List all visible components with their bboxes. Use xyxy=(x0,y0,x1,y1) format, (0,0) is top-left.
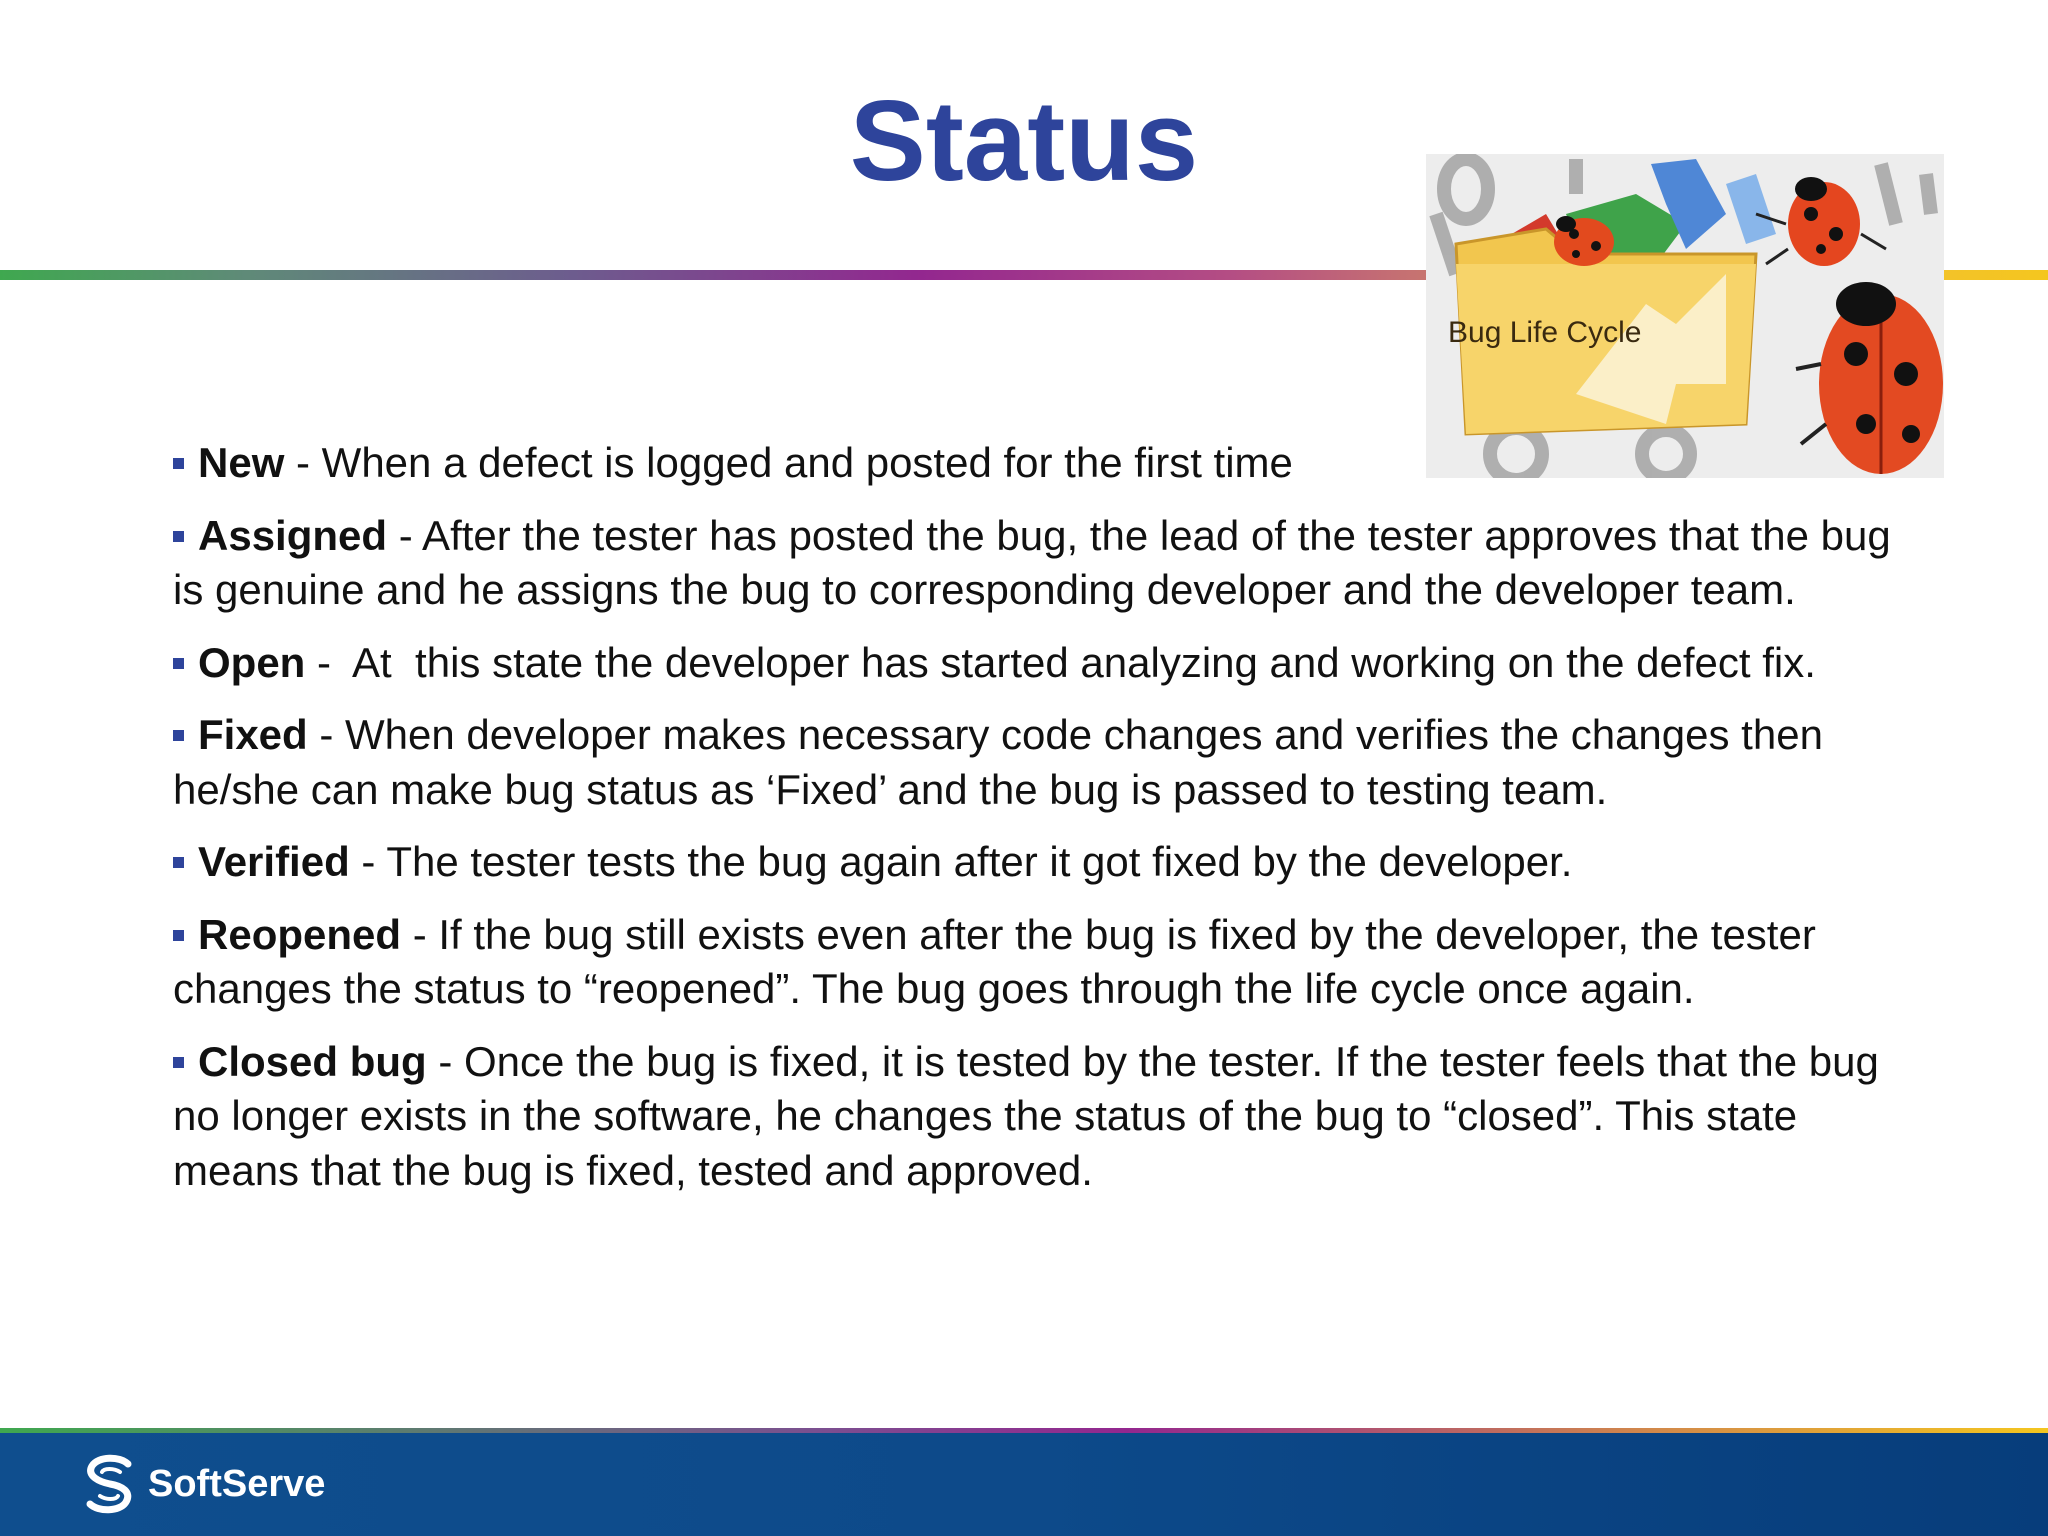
image-caption: Bug Life Cycle xyxy=(1448,316,1642,349)
list-item xyxy=(173,835,1903,890)
status-description: - The tester tests the bug again after it got fixed by the developer. xyxy=(349,838,1573,885)
softserve-logo xyxy=(80,1452,325,1516)
status-term: Fixed xyxy=(198,711,308,758)
status-term: Verified xyxy=(198,838,350,885)
status-description: - When developer makes necessary code changes and verifies the changes then he/she can make bug status as ‘Fixed’ and the bug is passed to testing team. xyxy=(173,711,1823,813)
softserve-logo-icon xyxy=(80,1452,140,1516)
list-item xyxy=(173,509,1903,618)
list-item xyxy=(173,708,1903,817)
bullet-icon xyxy=(173,658,184,669)
bullet-icon xyxy=(173,730,184,741)
status-description: - At this state the developer has started analyzing and working on the defect fix. xyxy=(305,638,1816,686)
status-term: Reopened xyxy=(198,910,402,958)
status-list xyxy=(173,436,1903,1216)
status-term: Closed bug xyxy=(198,1037,427,1085)
status-description: - When a defect is logged and posted for the first time xyxy=(284,439,1293,486)
list-item xyxy=(173,636,1903,691)
list-item xyxy=(173,908,1903,1017)
bullet-icon xyxy=(173,857,184,868)
status-description: - Once the bug is fixed, it is tested by the tester. If the tester feels that the bug no longer exists in the software, he changes the status of the bug to “closed”. This state means that the bug is fixed, tested and approved. xyxy=(173,1037,1879,1194)
status-term: New xyxy=(198,439,285,486)
list-item xyxy=(173,436,1903,491)
bullet-icon xyxy=(173,1057,184,1068)
status-term: Open xyxy=(198,638,306,686)
brand-name: SoftServe xyxy=(148,1462,326,1505)
status-description: - After the tester has posted the bug, the lead of the tester approves that the bug is genuine and he assigns the bug to corresponding developer and the developer team. xyxy=(173,511,1891,613)
list-item xyxy=(173,1035,1903,1199)
bullet-icon xyxy=(173,930,184,941)
bug-life-cycle-illustration xyxy=(1426,154,1944,478)
status-term: Assigned xyxy=(198,511,388,559)
bullet-icon xyxy=(173,458,184,469)
bullet-icon xyxy=(173,531,184,542)
slide-title: Status xyxy=(849,78,1199,205)
status-description: - If the bug still exists even after the bug is fixed by the developer, the tester changes the status to “reopened”. The bug goes through the life cycle once again. xyxy=(173,910,1816,1012)
